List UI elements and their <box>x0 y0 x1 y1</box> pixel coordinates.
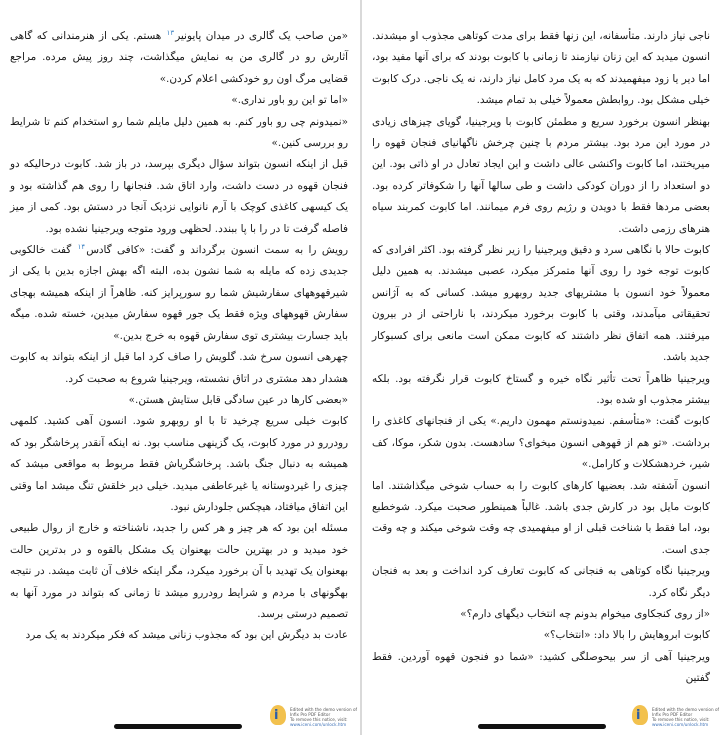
paragraph: ناجی نیاز دارند. متأسفانه، این زنها فقط برای مدت کوتاهی مجذوب او میشدند. انسون میدید که این زنان نیازمند تا زمانی با کابوت بودند که برای آنها مفید بود، اما دیر یا زود میفهمیدند که به یک مرد کامل نیاز دارند، نه یک ناجی. درک کابوت خیلی مشکل بود. روابطش معمولاً خیلی بد تمام میشد. <box>372 30 710 107</box>
paragraph: بهنظر انسون برخورد سریع و مطمئن کابوت با ویرجینیا، گویای چیزهای زیادی در مورد این مرد بود. بیشتر مردم با چنین چرخش ناگهانیای فنجان قهوه را میریختند، اما کابوت واکنشی عالی داشت و این ایجاد تعادل در او ذاتی بود. این دو استعداد را از دوران کودکی داشت و طی سالها آنها را شکوفاتر کرده بود. بعضی مردها فقط با دویدن و رژیم روی فرم میمانند. اما کابوت کمربند سیاه هنرهای رزمی داشت. <box>372 115 710 235</box>
paragraph: ویرجینیا آهی از سر بیحوصلگی کشید: «شما دو فنجون قهوه آوردین. فقط گفتین <box>372 650 710 685</box>
paragraph: رویش را به سمت انسون برگرداند و گفت: «کافی گادس$^{۱۴}$ گفت خالکوبی جدیدی زده که مایله به شما نشون بده، البته اگه بهش اجازه بدین با یکی از شیرقهوههای سفارشیش شما رو سورپرایز کنه. ظاهراً از اینکه همیشه بهجای سفارش قهوههای ویژه فقط یک جور قهوه سفارش میدین، خسته شده. میگه باید جسارت بیشتری توی سفارش قهوه به خرج بدین.» <box>10 242 348 342</box>
paragraph: چهرهی انسون سرخ شد. گلویش را صاف کرد اما قبل از اینکه بتواند به کابوت هشدار دهد مشتری در اتاق نشسته، ویرجینیا شروع به صحبت کرد. <box>10 351 348 385</box>
watermark-text: Edited with the demo version of Infix Pro PDF Editor To remove this notice, visit: www.iceni.com/unlock.htm <box>652 707 720 727</box>
watermark-link[interactable]: www.iceni.com/unlock.htm <box>652 722 709 727</box>
paragraph: کابوت گفت: «متأسفم. نمیدونستم مهمون داریم.» یکی از فنجانهای کاغذی را برداشت. «تو هم از قهوهی انسون میخوای؟ سادهست. بدون شکر، موکا، کف شیر، خردهشکلات و کارامل.» <box>372 415 710 471</box>
paragraph: کابوت خیلی سریع چرخید تا با او روبهرو شود. انسون آهی کشید. کلمهی رودررو در مورد کابوت، یک گزینهی مناسب بود. نه اینکه آنقدر پرخاشگر بود که همیشه به دنبال جنگ باشد. پرخاشگریاش فقط مربوط به مواقعی میشد که چیزی را غیردوستانه یا غیرعاطفی میدید. خیلی دیر خلقش تنگ میشد اما وقتی این اتفاق میافتاد، هیچکس جلودارش نبود. <box>10 415 348 513</box>
paragraph: قبل از اینکه انسون بتواند سؤال دیگری بپرسد، در باز شد. کابوت درحالیکه دو فنجان قهوه در دست داشت، وارد اتاق شد. فنجانها را روی هم گذاشته بود و یک کیسهی کاغذی کوچک با آرم نانوایی نزدیک آنجا در دستش بود. کمی از میز فاصله گرفت تا در را با پا ببندد. لحظهی ورود متوجه ویرجینیا نشده بود. <box>10 158 348 235</box>
footnote-marker[interactable]: ۱۳ <box>166 28 175 37</box>
watermark-link[interactable]: www.iceni.com/unlock.htm <box>290 722 347 727</box>
home-indicator <box>478 724 606 729</box>
left-page <box>0 0 360 735</box>
pdf-editor-watermark <box>630 703 720 733</box>
paragraph: انسون آشفته شد. بعضیها کارهای کابوت را به حساب شوخی میگذاشتند. اما کابوت مایل بود در کارش جدی باشد. غالباً همینطور صحبت میکرد. شوخطبع بود، اما فقط با شناخت قبلی از او میفهمیدی چه وقت شوخی میکند و چه وقت جدی است. <box>372 479 710 556</box>
infix-logo-icon: i <box>630 703 650 729</box>
right-page <box>362 0 722 735</box>
paragraph: کابوت ابروهایش را بالا داد: «انتخاب؟» <box>543 629 710 642</box>
home-indicator <box>114 724 242 729</box>
paragraph: عادت بد دیگرش این بود که مجذوب زنانی میشد که فکر میکردند به یک مرد <box>25 629 348 642</box>
paragraph: «اما تو این رو باور نداری.» <box>231 94 348 107</box>
watermark-text: Edited with the demo version of Infix Pro PDF Editor To remove this notice, visit: www.iceni.com/unlock.htm <box>290 707 358 727</box>
paragraph: «بعضی کارها در عین سادگی قابل ستایش هستن.» <box>128 393 348 406</box>
paragraph: کابوت حالا با نگاهی سرد و دقیق ویرجینیا را زیر نظر گرفته بود. اکثر افرادی که کابوت توجه خود را روی آنها متمرکز میکرد، عصبی میشدند. به همین دلیل معمولاً خود انسون با مشتریهای جدید روبهرو میشد. کسانی که به آژانس تحقیقاتی میآمدند، وقتی با کابوت برخورد میکردند، با ناراحتی از در بیرون میرفتند. همه اتفاق نظر داشتند که کابوت ممکن است مانعی برای کسبوکار جدید باشد. <box>372 244 710 364</box>
paragraph: ویرجینیا نگاه کوتاهی به فنجانی که کابوت تعارف کرد انداخت و بعد به فنجان دیگر نگاه کرد. <box>372 565 710 599</box>
left-page-text <box>10 26 348 647</box>
paragraph: مسئله این بود که هر چیز و هر کس را جدید، ناشناخته و خارج از روال طبیعی خود میدید و در بهترین حالت بهعنوان یک مشکل بالقوه و در بدترین حالت بهعنوان یک تهدید با آن برخورد میکرد، مگر اینکه خلاف آن ثابت میشد. در نتیجه بهگونهای با مردم و شرایط رودررو میشد تا زمانی که بتواند در مورد آنها به تصمیم درستی برسد. <box>10 522 348 620</box>
right-page-text <box>372 26 710 690</box>
paragraph: «من صاحب یک گالری در میدان پایونیر$^{۱۳}$ هستم. یکی از هنرمندانی که گاهی آثارش رو در گالری من به نمایش میگذاشت، چند روز پیش مرده. مراجع قضایی مرگ اون رو خودکشی اعلام کردن.» <box>10 28 349 85</box>
paragraph: «نمیدونم چی رو باور کنم. به همین دلیل مایلم شما رو استخدام کنم تا شرایط رو بررسی کنین.» <box>10 115 348 150</box>
pdf-editor-watermark <box>268 703 358 733</box>
paragraph: ویرجینیا ظاهراً تحت تأثیر نگاه خیره و گستاخ کابوت قرار نگرفته بود. بلکه بیشتر مجذوب او شده بود. <box>372 372 710 406</box>
infix-logo-icon: i <box>268 703 288 729</box>
footnote-marker[interactable]: ۱۴ <box>77 242 86 251</box>
paragraph: «از روی کنجکاوی میخوام بدونم چه انتخاب دیگهای دارم؟» <box>460 607 710 620</box>
